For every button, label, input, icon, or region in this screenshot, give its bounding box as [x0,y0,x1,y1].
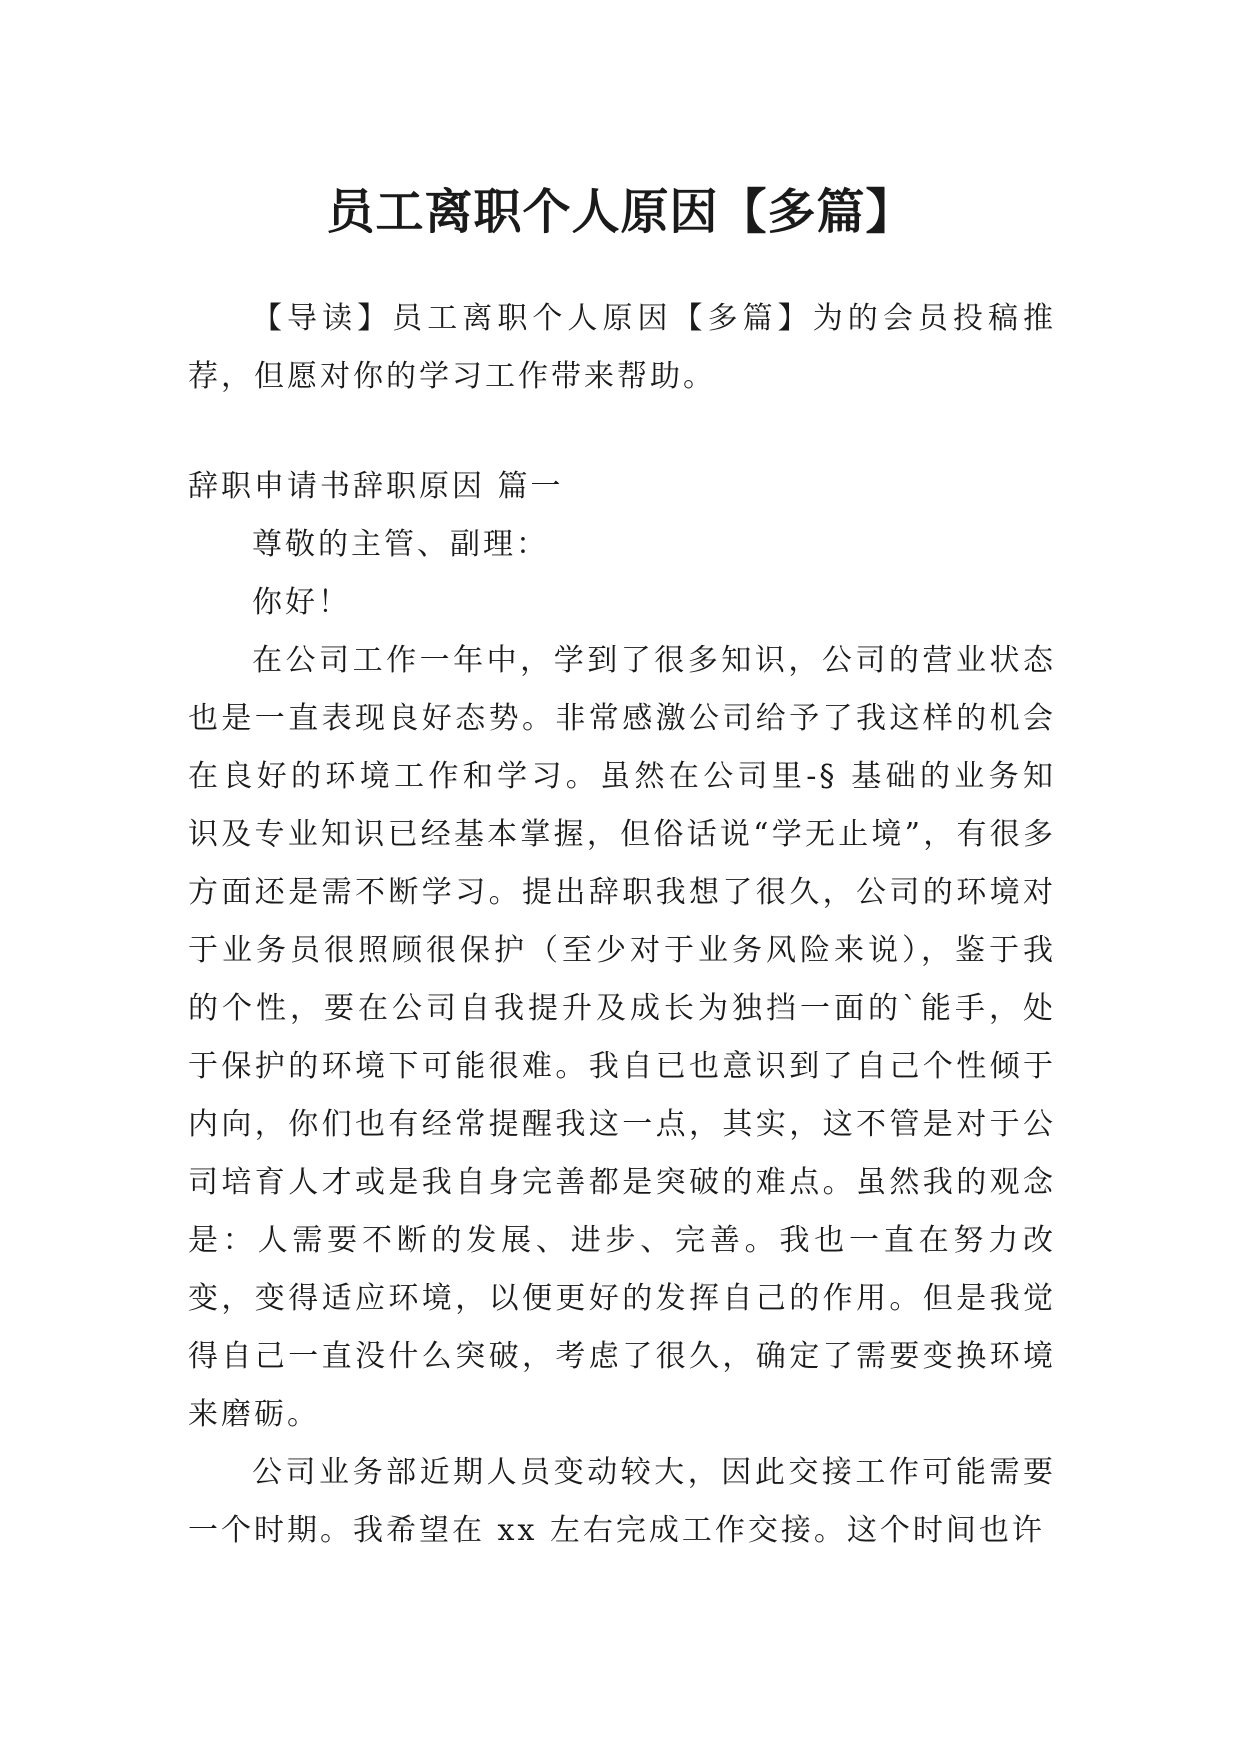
intro-paragraph: 【导读】员工离职个人原因【多篇】为的会员投稿推荐，但愿对你的学习工作带来帮助。 [188,301,1056,394]
letter-body [188,516,1056,1560]
salutation: 尊敬的主管、副理： [252,527,549,562]
document-title: 员工离职个人原因【多篇】 [326,184,915,241]
greeting: 你好！ [252,585,351,620]
section-heading: 辞职申请书辞职原因 篇一 [188,469,564,504]
body-paragraph: 公司业务部近期人员变动较大，因此交接工作可能需要一个时期。我希望在 xx 左右完成工作交接。这个时间也许 [188,1455,1056,1548]
body-paragraph: 在公司工作一年中，学到了很多知识，公司的营业状态也是一直表现良好态势。非常感激公司给予了我这样的机会在良好的环境工作和学习。虽然在公司里-§ 基础的业务知识及专业知识已经基本掌握，但俗话说“学无止境”，有很多方面还是需不断学习。提出辞职我想了很久，公司的环境对于业务员很照顾很保护（至少对于业务风险来说），鉴于我的个性，要在公司自我提升及成长为独挡一面的`能手，处于保护的环境下可能很难。我自已也意识到了自己个性倾于内向，你们也有经常提醒我这一点，其实，这不管是对于公司培育人才或是我自身完善都是突破的难点。虽然我的观念是：人需要不断的发展、进步、完善。我也一直在努力改变，变得适应环境，以便更好的发挥自己的作用。但是我觉得自己一直没什么突破，考虑了很久，确定了需要变换环境来磨砺。 [188,643,1056,1432]
